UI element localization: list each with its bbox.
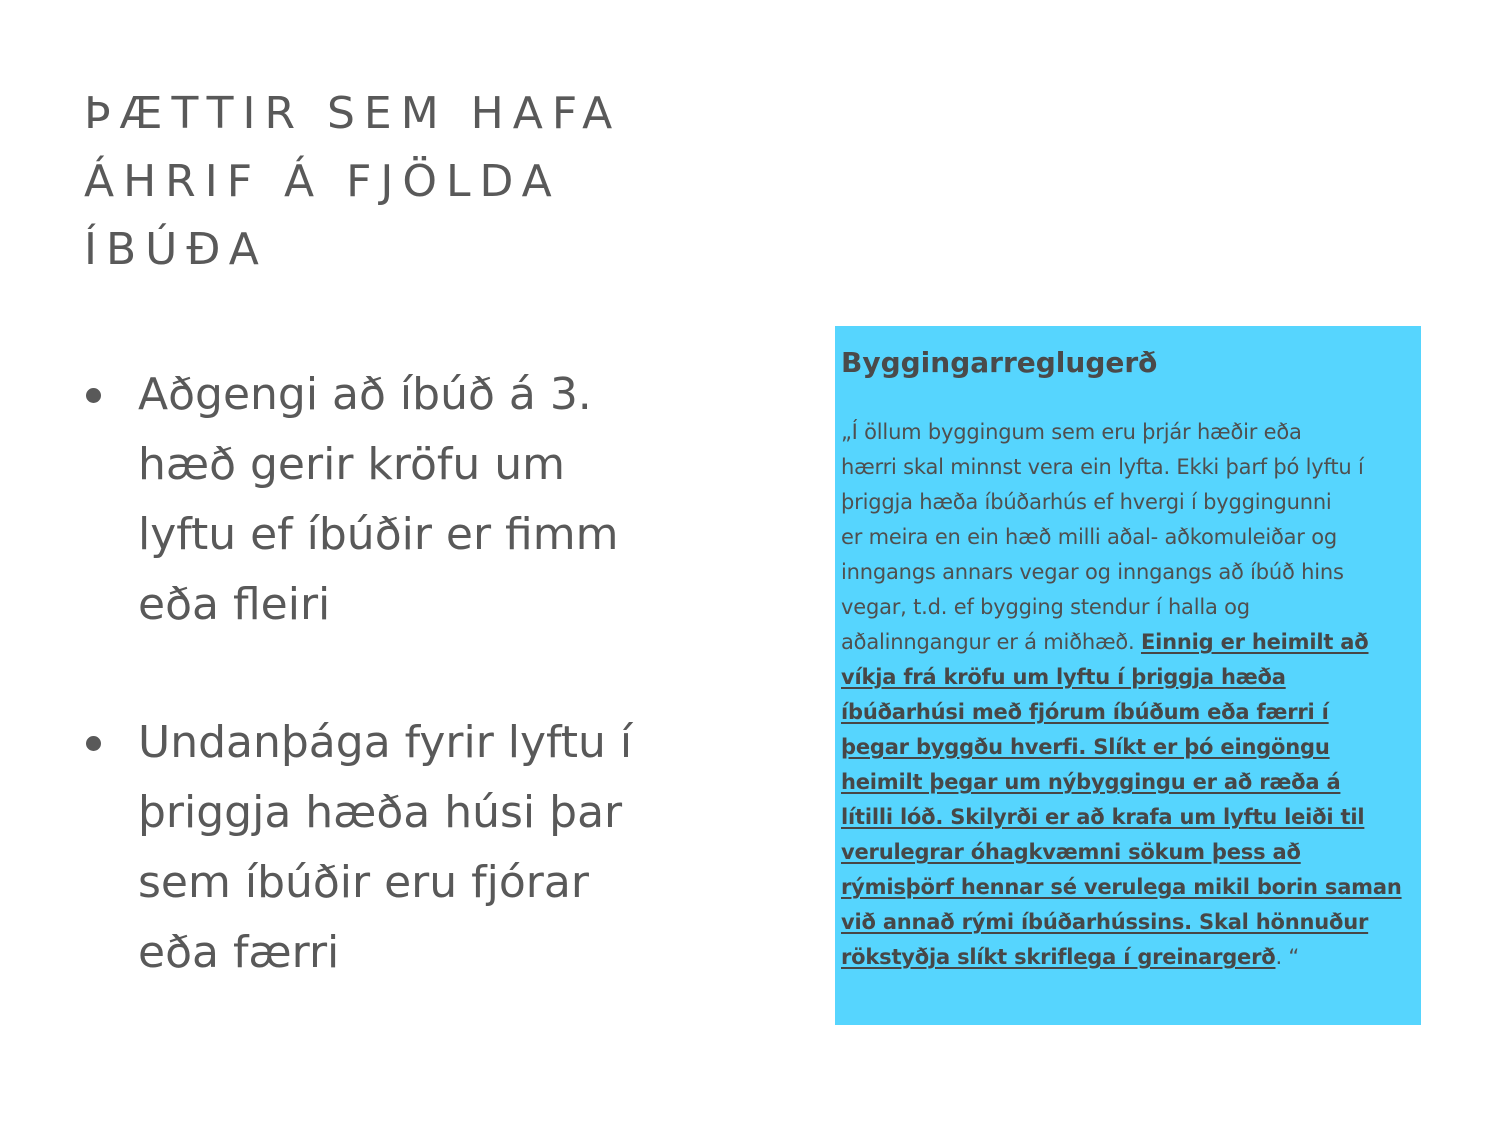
slide-title-line: ÍBÚÐA — [84, 224, 268, 275]
quote-emphasized-line: víkja frá kröfu um lyftu í þriggja hæða — [841, 665, 1286, 689]
quote-emphasized-line: lítilli lóð. Skilyrði er að krafa um lyftu leiði til — [841, 805, 1365, 829]
quote-plain-segment: aðalinngangur er á miðhæð. — [841, 630, 1141, 654]
quote-emphasized-segment: Einnig er heimilt að — [1140, 630, 1369, 654]
quote-emphasized-line: heimilt þegar um nýbyggingu er að ræða á — [841, 770, 1341, 794]
bullet-line: eða fleiri — [138, 579, 331, 630]
quote-mixed-line — [841, 625, 1415, 660]
bullet-line: Aðgengi að íbúð á 3. — [138, 369, 592, 420]
bullet-item — [84, 360, 724, 640]
quote-emphasized-segment: rökstyðja slíkt skriflega í greinargerð — [841, 945, 1276, 969]
bullet-text — [138, 708, 724, 988]
bullet-line: hæð gerir kröfu um — [138, 439, 566, 490]
bullet-list — [84, 360, 724, 988]
quote-body — [841, 415, 1415, 975]
quote-line: hærri skal minnst vera ein lyfta. Ekki þarf þó lyftu í — [841, 455, 1364, 479]
quote-line: vegar, t.d. ef bygging stendur í halla og — [841, 595, 1250, 619]
quote-line: inngangs annars vegar og inngangs að íbúð hins — [841, 560, 1344, 584]
regulation-quote-box — [835, 326, 1421, 1025]
quote-line: „Í öllum byggingum sem eru þrjár hæðir eða — [841, 420, 1302, 444]
bullet-item — [84, 708, 724, 988]
bullet-dot-icon — [86, 388, 101, 403]
quote-emphasized-line: rýmisþörf hennar sé verulega mikil borin saman — [841, 875, 1402, 899]
bullet-line: lyftu ef íbúðir er fimm — [138, 509, 619, 560]
bullet-text — [138, 360, 724, 640]
quote-emphasized-line: íbúðarhúsi með fjórum íbúðum eða færri í — [841, 700, 1329, 724]
quote-emphasized-line: við annað rými íbúðarhússins. Skal hönnuður — [841, 910, 1369, 934]
quote-line: þriggja hæða íbúðarhús ef hvergi í byggingunni — [841, 490, 1332, 514]
quote-emphasized-line: verulegrar óhagkvæmni sökum þess að — [841, 840, 1301, 864]
bullet-line: sem íbúðir eru fjórar — [138, 857, 589, 908]
bullet-line: Undanþága fyrir lyftu í — [138, 717, 633, 768]
slide-title-line: ÁHRIF Á FJÖLDA — [84, 156, 561, 207]
quote-last-line — [841, 940, 1415, 975]
quote-emphasized-line: þegar byggðu hverfi. Slíkt er þó eingöngu — [841, 735, 1330, 759]
quote-heading: Byggingarreglugerð — [841, 346, 1158, 379]
slide-title — [84, 80, 784, 284]
bullet-dot-icon — [86, 736, 101, 751]
bullet-line: eða færri — [138, 927, 340, 978]
bullet-line: þriggja hæða húsi þar — [138, 787, 623, 838]
quote-line: er meira en ein hæð milli aðal- aðkomuleiðar og — [841, 525, 1337, 549]
quote-closing-mark: . “ — [1275, 945, 1300, 969]
slide-title-line: ÞÆTTIR SEM HAFA — [84, 88, 622, 139]
